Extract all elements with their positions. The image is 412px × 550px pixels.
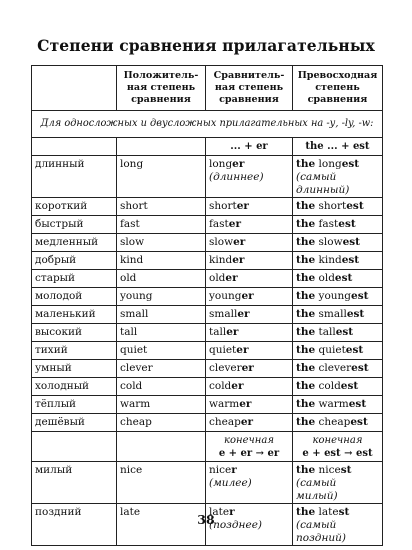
- russian-adjective: дешёвый: [32, 414, 117, 432]
- superlative-form: [293, 378, 383, 396]
- comparative-suffix: er: [241, 362, 254, 374]
- comparative-suffix: er: [236, 344, 249, 356]
- comparative-form: [206, 414, 293, 432]
- positive-form: late: [117, 504, 206, 546]
- rule-e-result: er: [264, 447, 280, 459]
- comparative-stem: tall: [209, 326, 227, 338]
- rule-superlative: the ... + est: [293, 138, 383, 156]
- superlative-stem: clever: [315, 362, 352, 374]
- table-row: [32, 198, 383, 216]
- superlative-stem: late: [315, 506, 339, 518]
- positive-form: fast: [117, 216, 206, 234]
- russian-adjective: холодный: [32, 378, 117, 396]
- russian-adjective: тихий: [32, 342, 117, 360]
- comparative-suffix: r: [231, 464, 237, 476]
- rule-e-formula: e + est: [302, 447, 345, 459]
- positive-form: kind: [117, 252, 206, 270]
- table-row: [32, 156, 383, 198]
- superlative-article: the: [296, 380, 316, 392]
- comparative-suffix: er: [228, 218, 241, 230]
- superlative-stem: warm: [315, 398, 349, 410]
- rule-e-comparative: [206, 432, 293, 462]
- comparative-stem: cold: [209, 380, 232, 392]
- comparative-form: [206, 270, 293, 288]
- rule-note: Для односложных и двусложных прилагательных на -у, -ly, -w:: [32, 111, 383, 138]
- superlative-stem: short: [315, 200, 347, 212]
- superlative-article: the: [296, 218, 316, 230]
- comparative-stem: small: [209, 308, 238, 320]
- page-number: 38: [197, 512, 215, 527]
- superlative-stem: kind: [315, 254, 342, 266]
- superlative-stem: cheap: [315, 416, 351, 428]
- superlative-article: the: [296, 506, 316, 518]
- header-row: [32, 66, 383, 111]
- positive-form: nice: [117, 462, 206, 504]
- russian-adjective: длинный: [32, 156, 117, 198]
- superlative-article: the: [296, 158, 316, 170]
- superlative-article: the: [296, 236, 316, 248]
- table-row: [32, 234, 383, 252]
- positive-form: warm: [117, 396, 206, 414]
- positive-form: short: [117, 198, 206, 216]
- superlative-suffix: est: [346, 308, 365, 320]
- superlative-suffix: est: [345, 344, 364, 356]
- superlative-article: the: [296, 290, 316, 302]
- comparative-stem: nice: [209, 464, 232, 476]
- superlative-translation: (самый милый): [296, 477, 338, 502]
- comparative-stem: young: [209, 290, 242, 302]
- table-row: [32, 396, 383, 414]
- comparative-stem: warm: [209, 398, 240, 410]
- superlative-article: the: [296, 416, 316, 428]
- superlative-form: [293, 414, 383, 432]
- page-title: Степени сравнения прилагательных: [37, 36, 375, 55]
- superlative-suffix: est: [338, 218, 356, 230]
- comparative-suffix: er: [241, 290, 254, 302]
- superlative-article: the: [296, 254, 316, 266]
- table-row: [32, 216, 383, 234]
- note-row: [32, 111, 383, 138]
- russian-adjective: тёплый: [32, 396, 117, 414]
- russian-adjective: старый: [32, 270, 117, 288]
- rule-empty-cell: [32, 432, 117, 462]
- table-row: [32, 414, 383, 432]
- superlative-form: [293, 360, 383, 378]
- superlative-stem: long: [315, 158, 342, 170]
- superlative-suffix: est: [334, 272, 353, 284]
- superlative-form: [293, 342, 383, 360]
- comparative-form: [206, 156, 293, 198]
- comparative-stem: long: [209, 158, 233, 170]
- rule-e-result: est: [352, 447, 373, 459]
- positive-form: small: [117, 306, 206, 324]
- superlative-stem: slow: [315, 236, 343, 248]
- superlative-suffix: est: [340, 380, 359, 392]
- header-superlative: Превосходная степень сравнения: [293, 66, 383, 111]
- table-row: [32, 378, 383, 396]
- comparative-form: [206, 198, 293, 216]
- comparative-suffix: er: [231, 380, 244, 392]
- arrow-right-icon: →: [255, 447, 265, 459]
- comparative-stem: cheap: [209, 416, 241, 428]
- comparative-suffix: er: [226, 326, 239, 338]
- comparative-form: [206, 252, 293, 270]
- comparative-form: [206, 396, 293, 414]
- comparative-stem: quiet: [209, 344, 237, 356]
- superlative-form: [293, 306, 383, 324]
- superlative-article: the: [296, 362, 316, 374]
- positive-form: long: [117, 156, 206, 198]
- rule-e-word: конечная: [224, 434, 274, 446]
- comparative-stem: old: [209, 272, 226, 284]
- superlative-form: [293, 234, 383, 252]
- header-positive: Положитель-ная степень сравнения: [117, 66, 206, 111]
- comparative-stem: kind: [209, 254, 233, 266]
- positive-form: old: [117, 270, 206, 288]
- russian-adjective: маленький: [32, 306, 117, 324]
- superlative-suffix: est: [341, 158, 360, 170]
- rule-empty-cell: [32, 138, 117, 156]
- russian-adjective: молодой: [32, 288, 117, 306]
- comparative-stem: slow: [209, 236, 234, 248]
- superlative-stem: young: [315, 290, 352, 302]
- superlative-form: [293, 216, 383, 234]
- superlative-form: [293, 252, 383, 270]
- rule-empty-cell: [117, 432, 206, 462]
- comparison-table: [31, 65, 383, 546]
- positive-form: clever: [117, 360, 206, 378]
- table-row: [32, 288, 383, 306]
- positive-form: young: [117, 288, 206, 306]
- russian-adjective: быстрый: [32, 216, 117, 234]
- superlative-suffix: est: [351, 362, 369, 374]
- superlative-translation: (самый поздний): [296, 519, 347, 544]
- rule-e-superlative: [293, 432, 383, 462]
- superlative-stem: cold: [315, 380, 341, 392]
- superlative-article: the: [296, 398, 316, 410]
- superlative-stem: fast: [315, 218, 339, 230]
- table-row: [32, 324, 383, 342]
- comparative-suffix: er: [232, 254, 245, 266]
- superlative-stem: nice: [315, 464, 341, 476]
- comparative-suffix: er: [240, 416, 254, 428]
- header-comparative: Сравнитель-ная степень сравнения: [206, 66, 293, 111]
- superlative-stem: old: [315, 272, 335, 284]
- rule-comparative: ... + er: [206, 138, 293, 156]
- positive-form: cheap: [117, 414, 206, 432]
- superlative-form: [293, 156, 383, 198]
- superlative-form: [293, 324, 383, 342]
- comparative-form: [206, 306, 293, 324]
- positive-form: quiet: [117, 342, 206, 360]
- superlative-suffix: est: [335, 326, 354, 338]
- comparative-suffix: r: [229, 506, 235, 518]
- comparative-stem: late: [209, 506, 230, 518]
- comparative-form: [206, 324, 293, 342]
- comparative-stem: clever: [209, 362, 242, 374]
- russian-adjective: медленный: [32, 234, 117, 252]
- superlative-article: the: [296, 308, 316, 320]
- positive-form: cold: [117, 378, 206, 396]
- superlative-form: [293, 270, 383, 288]
- superlative-suffix: est: [346, 200, 364, 212]
- table-row: [32, 342, 383, 360]
- rule-e-formula: e + er: [218, 447, 256, 459]
- superlative-stem: small: [315, 308, 347, 320]
- positive-form: tall: [117, 324, 206, 342]
- superlative-suffix: est: [348, 398, 367, 410]
- table-row: [32, 252, 383, 270]
- superlative-suffix: st: [340, 464, 352, 476]
- superlative-suffix: est: [342, 236, 361, 248]
- rule-e-word: конечная: [312, 434, 363, 446]
- superlative-stem: quiet: [315, 344, 346, 356]
- comparative-suffix: er: [233, 236, 246, 248]
- russian-adjective: умный: [32, 360, 117, 378]
- superlative-form: [293, 462, 383, 504]
- russian-adjective: высокий: [32, 324, 117, 342]
- comparative-form: [206, 234, 293, 252]
- comparative-suffix: er: [237, 308, 250, 320]
- comparative-translation: (длиннее): [209, 171, 264, 183]
- comparative-stem: short: [209, 200, 237, 212]
- russian-adjective: милый: [32, 462, 117, 504]
- superlative-article: the: [296, 326, 316, 338]
- superlative-suffix: est: [351, 290, 369, 302]
- superlative-article: the: [296, 464, 316, 476]
- superlative-article: the: [296, 272, 316, 284]
- superlative-form: [293, 288, 383, 306]
- comparative-suffix: er: [225, 272, 238, 284]
- russian-adjective: добрый: [32, 252, 117, 270]
- superlative-form: [293, 396, 383, 414]
- comparative-stem: fast: [209, 218, 229, 230]
- comparative-form: [206, 360, 293, 378]
- table-row: [32, 306, 383, 324]
- table-row: [32, 270, 383, 288]
- superlative-stem: tall: [315, 326, 336, 338]
- comparative-translation: (милее): [209, 477, 252, 489]
- comparative-form: [206, 378, 293, 396]
- table-row: [32, 360, 383, 378]
- positive-form: slow: [117, 234, 206, 252]
- comparative-form: [206, 462, 293, 504]
- comparative-suffix: er: [239, 398, 252, 410]
- russian-adjective: поздний: [32, 504, 117, 546]
- comparative-form: [206, 288, 293, 306]
- header-empty-cell: [32, 66, 117, 111]
- superlative-suffix: st: [338, 506, 350, 518]
- rule-e-row: [32, 432, 383, 462]
- superlative-suffix: est: [350, 416, 368, 428]
- superlative-suffix: est: [341, 254, 360, 266]
- comparative-form: [206, 216, 293, 234]
- russian-adjective: короткий: [32, 198, 117, 216]
- rule-row: [32, 138, 383, 156]
- superlative-article: the: [296, 200, 316, 212]
- superlative-article: the: [296, 344, 316, 356]
- comparative-form: [206, 342, 293, 360]
- superlative-form: [293, 198, 383, 216]
- rule-empty-cell: [117, 138, 206, 156]
- comparative-suffix: er: [232, 158, 245, 170]
- comparative-translation: (позднее): [209, 519, 263, 531]
- comparative-suffix: er: [236, 200, 249, 212]
- arrow-right-icon: →: [344, 447, 353, 459]
- table-row: [32, 462, 383, 504]
- superlative-translation: (самый длинный): [296, 171, 350, 196]
